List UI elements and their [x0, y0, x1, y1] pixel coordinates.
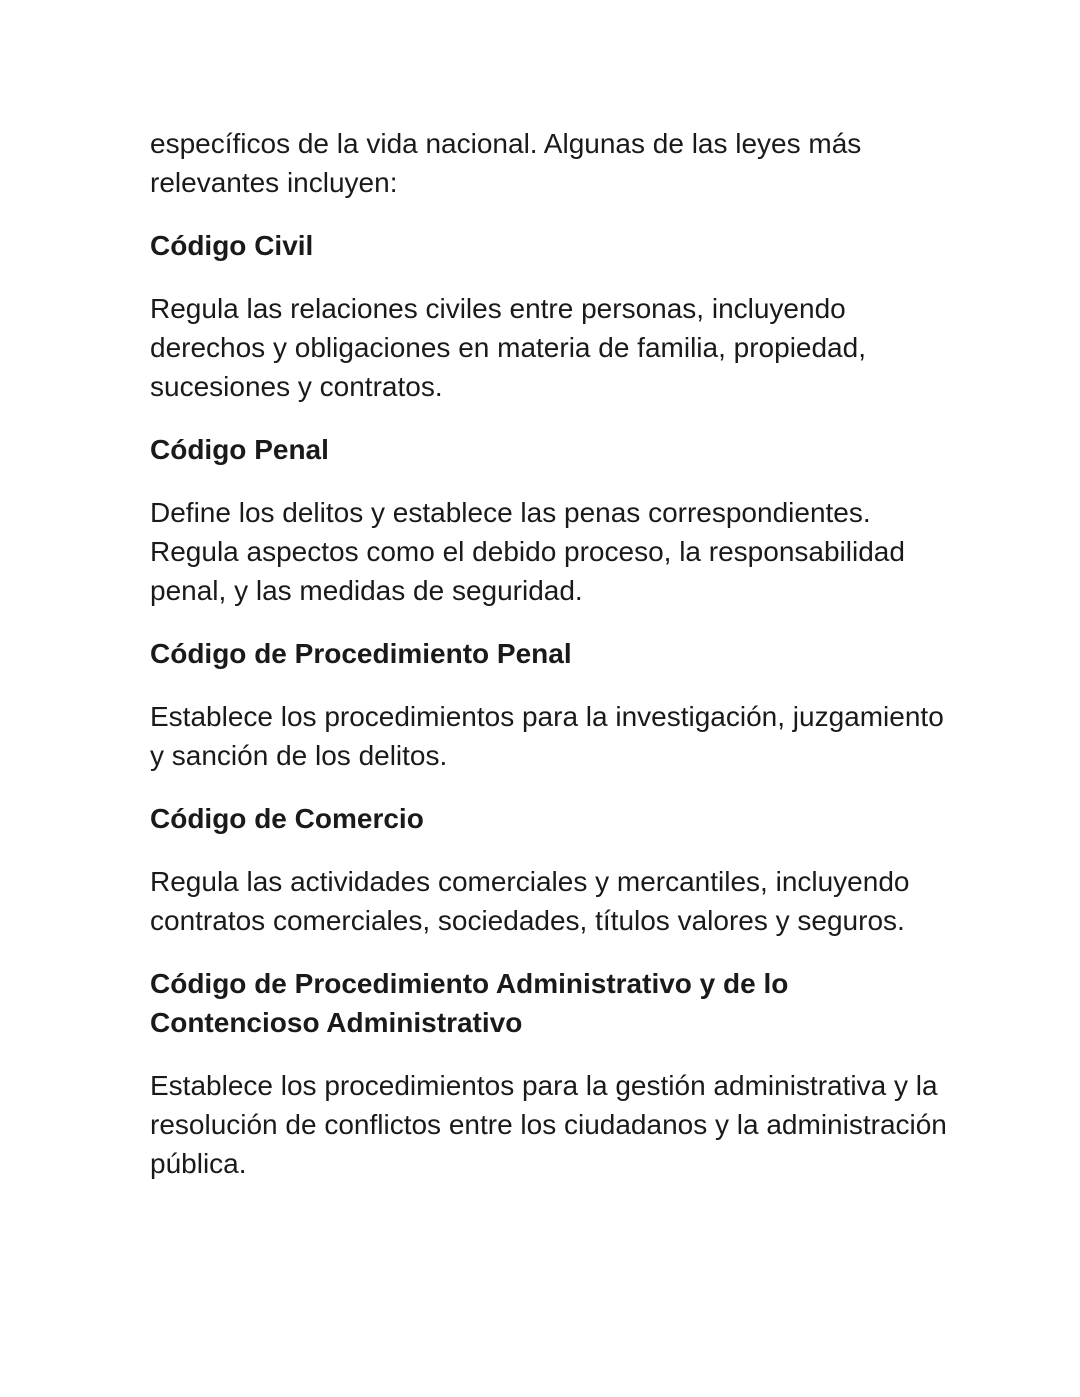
section-codigo-procedimiento-penal: [150, 634, 950, 775]
section-body: Regula las actividades comerciales y mercantiles, incluyendo contratos comerciales, sociedades, títulos valores y seguros.: [150, 866, 910, 936]
section-codigo-penal: [150, 430, 950, 610]
intro-paragraph: específicos de la vida nacional. Algunas de las leyes más relevantes incluyen:: [150, 128, 862, 198]
section-heading: Código de Procedimiento Administrativo y de lo Contencioso Administrativo: [150, 968, 789, 1038]
section-body: Define los delitos y establece las penas correspondientes. Regula aspectos como el debido proceso, la responsabilidad penal, y las medidas de seguridad.: [150, 497, 905, 606]
section-body: Establece los procedimientos para la investigación, juzgamiento y sanción de los delitos.: [150, 701, 944, 771]
section-body: Regula las relaciones civiles entre personas, incluyendo derechos y obligaciones en materia de familia, propiedad, sucesiones y contratos.: [150, 293, 866, 402]
section-codigo-comercio: [150, 799, 950, 940]
section-heading: Código Penal: [150, 434, 329, 465]
section-body: Establece los procedimientos para la gestión administrativa y la resolución de conflictos entre los ciudadanos y la administración pública.: [150, 1070, 947, 1179]
section-codigo-procedimiento-administrativo: [150, 964, 950, 1183]
section-codigo-civil: [150, 226, 950, 406]
document-page: [150, 124, 950, 1207]
section-heading: Código de Procedimiento Penal: [150, 638, 572, 669]
section-heading: Código de Comercio: [150, 803, 424, 834]
section-heading: Código Civil: [150, 230, 314, 261]
